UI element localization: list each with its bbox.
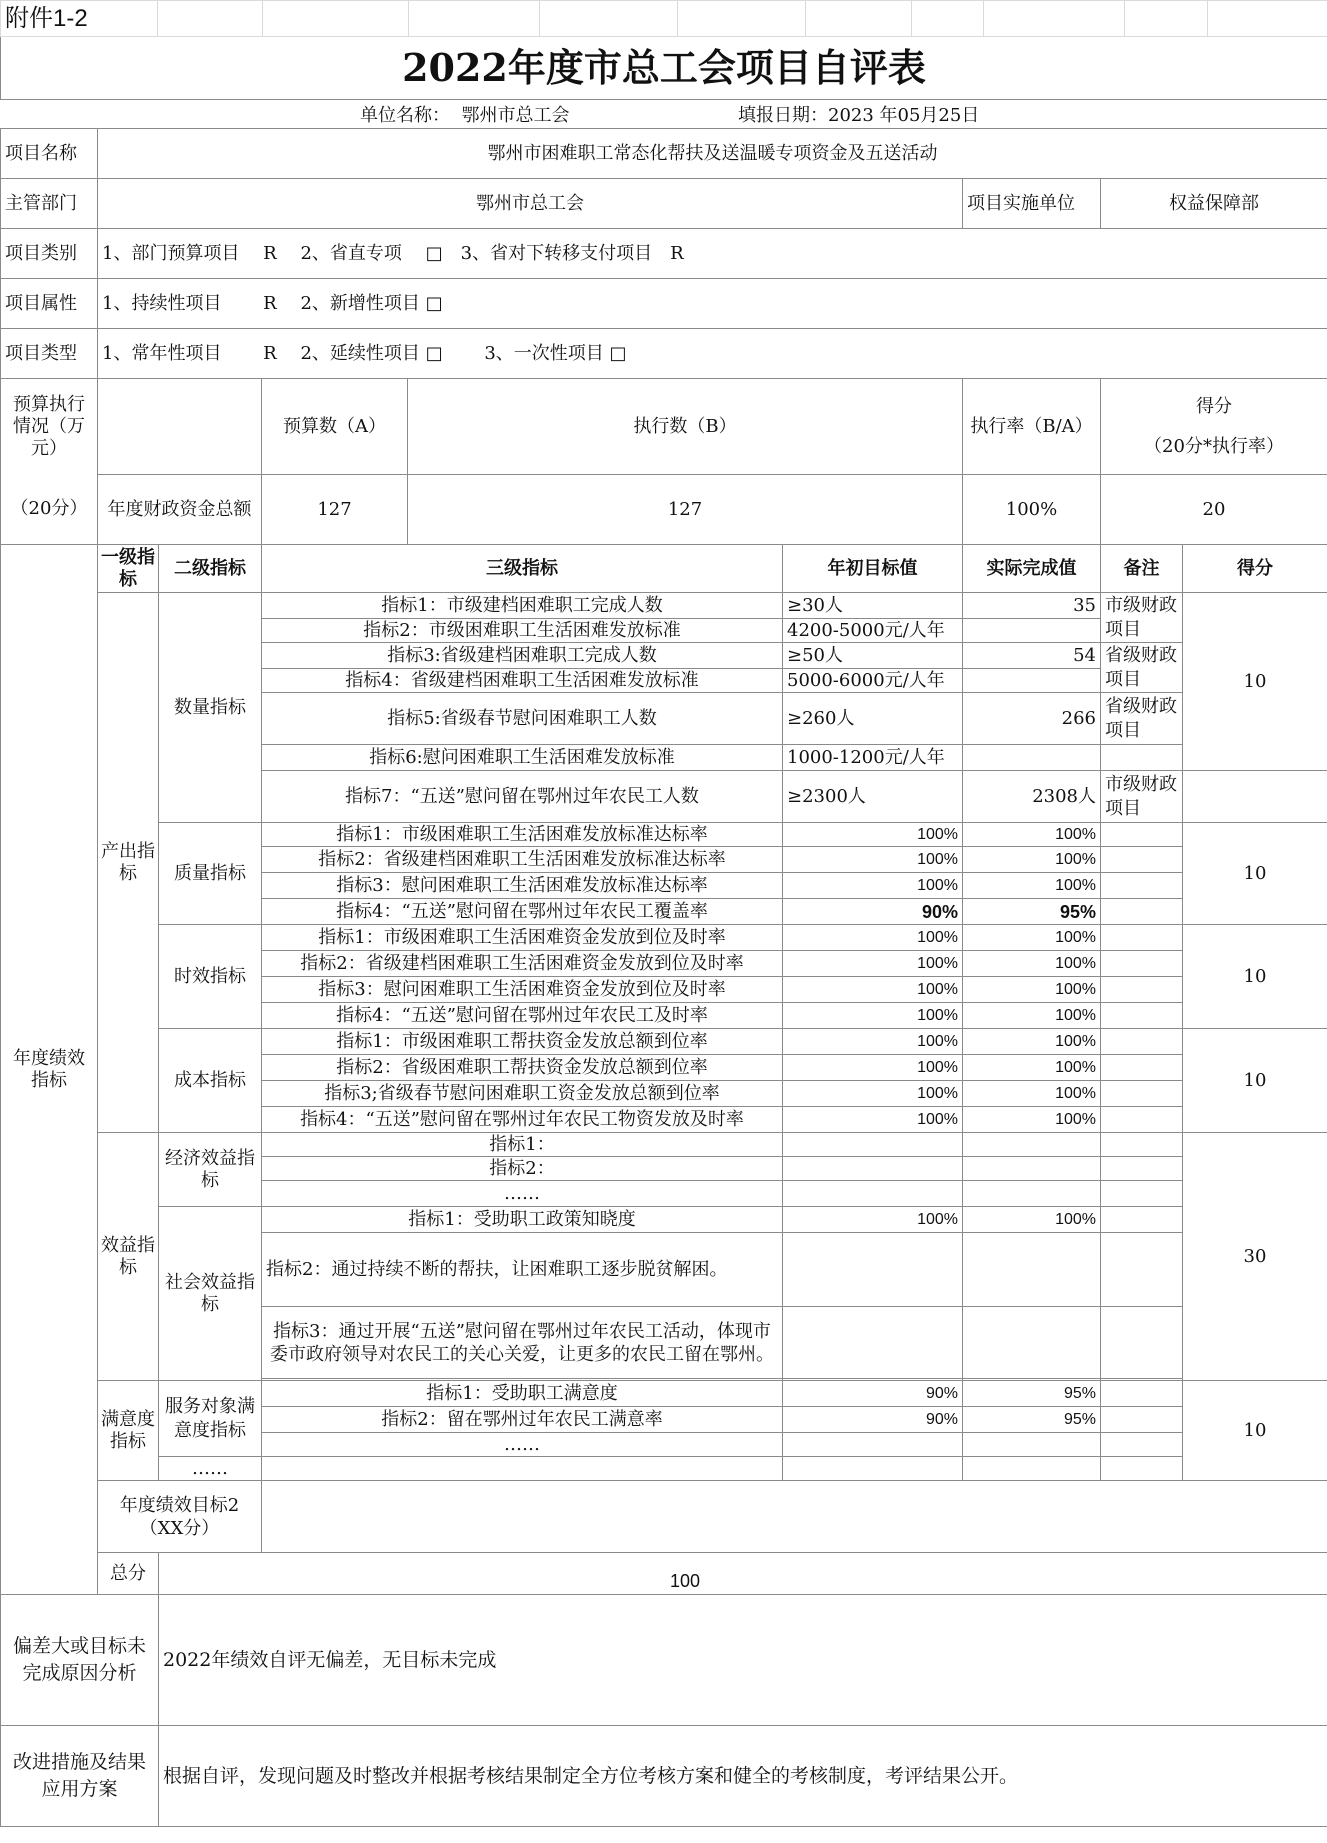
perf-section-label: 年度绩效指标 bbox=[1, 545, 98, 1595]
budget-col-a: 预算数（A） bbox=[262, 379, 408, 475]
quantity-actual bbox=[963, 669, 1101, 693]
satisfaction-actual: 95% bbox=[963, 1407, 1101, 1433]
budget-col-rate: 执行率（B/A） bbox=[963, 379, 1101, 475]
benefit-label: 效益指标 bbox=[98, 1133, 159, 1381]
quality-row: 指标4：“五送”慰问留在鄂州过年农民工覆盖率 bbox=[262, 899, 783, 925]
unit-value: 鄂州市总工会 bbox=[461, 105, 570, 126]
goal2-label: 年度绩效目标2（XX分） bbox=[98, 1481, 262, 1553]
quality-actual: 100% bbox=[963, 823, 1101, 847]
cost-actual: 100% bbox=[963, 1055, 1101, 1081]
timely-row: 指标2：省级建档困难职工生活困难资金发放到位及时率 bbox=[262, 951, 783, 977]
budget-row-label: 年度财政资金总额 bbox=[98, 475, 262, 545]
satisfaction-actual bbox=[963, 1433, 1101, 1457]
timely-target: 100% bbox=[783, 977, 963, 1003]
quality-target: 90% bbox=[783, 899, 963, 925]
satisfaction-actual: 95% bbox=[963, 1381, 1101, 1407]
quantity-row: 指标6:慰问困难职工生活困难发放标准 bbox=[262, 745, 783, 771]
perf-h-target: 年初目标值 bbox=[783, 545, 963, 593]
social-row: 指标1：受助职工政策知晓度 bbox=[262, 1207, 783, 1233]
improve-text: 根据自评，发现问题及时整改并根据考核结果制定全方位考核方案和健全的考核制度，考评结果公开。 bbox=[159, 1726, 1327, 1827]
perf-h1: 一级指标 bbox=[98, 545, 159, 593]
perf-h-note: 备注 bbox=[1101, 545, 1183, 593]
cost-actual: 100% bbox=[963, 1107, 1101, 1133]
perf-h2: 二级指标 bbox=[159, 545, 262, 593]
cost-actual: 100% bbox=[963, 1081, 1101, 1107]
quality-label: 质量指标 bbox=[159, 823, 262, 925]
page-title: 2022年度市总工会项目自评表 bbox=[1, 37, 1327, 100]
cost-target: 100% bbox=[783, 1107, 963, 1133]
date-value: 2023 年05月25日 bbox=[828, 105, 980, 126]
satisfaction-row: 指标1：受助职工满意度 bbox=[262, 1381, 783, 1407]
cost-target: 100% bbox=[783, 1081, 963, 1107]
quantity-note: 市级财政项目 bbox=[1101, 593, 1183, 643]
cost-actual: 100% bbox=[963, 1029, 1101, 1055]
deviation-label: 偏差大或目标未完成原因分析 bbox=[1, 1595, 159, 1726]
cost-target: 100% bbox=[783, 1055, 963, 1081]
budget-b: 127 bbox=[408, 475, 963, 545]
service-label: 服务对象满意度指标 bbox=[159, 1381, 262, 1457]
quantity-score: 10 bbox=[1183, 593, 1327, 771]
quality-row: 指标3：慰问困难职工生活困难发放标准达标率 bbox=[262, 873, 783, 899]
quantity-target: ≥30人 bbox=[783, 593, 963, 619]
timely-row: 指标3：慰问困难职工生活困难资金发放到位及时率 bbox=[262, 977, 783, 1003]
quantity-actual: 35 bbox=[963, 593, 1101, 619]
quality-row: 指标1：市级困难职工生活困难发放标准达标率 bbox=[262, 823, 783, 847]
unit-info bbox=[360, 101, 569, 127]
quantity-target: ≥50人 bbox=[783, 643, 963, 669]
attachment-label: 附件1-2 bbox=[1, 1, 158, 37]
timely-label: 时效指标 bbox=[159, 925, 262, 1029]
date-info bbox=[738, 101, 979, 127]
budget-score-title: 得分 bbox=[1196, 395, 1232, 417]
cost-row: 指标1：市级困难职工帮扶资金发放总额到位率 bbox=[262, 1029, 783, 1055]
attribute-options: 1、持续性项目 R 2、新增性项目 □ bbox=[98, 279, 1327, 329]
dept-value: 鄂州市总工会 bbox=[98, 179, 963, 229]
cost-row: 指标2：省级困难职工帮扶资金发放总额到位率 bbox=[262, 1055, 783, 1081]
timely-actual: 100% bbox=[963, 977, 1101, 1003]
satisfaction-row: …… bbox=[262, 1433, 783, 1457]
quantity-actual bbox=[963, 745, 1101, 771]
satisfaction-label: 满意度指标 bbox=[98, 1381, 159, 1481]
quantity-actual: 266 bbox=[963, 693, 1101, 745]
satisfaction-target: 90% bbox=[783, 1381, 963, 1407]
output-label: 产出指标 bbox=[98, 593, 159, 1133]
perf-h3: 三级指标 bbox=[262, 545, 783, 593]
unit-label: 单位名称： bbox=[360, 105, 450, 126]
project-name: 鄂州市困难职工常态化帮扶及送温暖专项资金及五送活动 bbox=[98, 129, 1327, 179]
quantity-row: 指标5:省级春节慰问困难职工人数 bbox=[262, 693, 783, 745]
perf-h-score: 得分 bbox=[1183, 545, 1327, 593]
quantity-target: 5000-6000元/人年 bbox=[783, 669, 963, 693]
quantity-actual: 2308人 bbox=[963, 771, 1101, 823]
satisfaction-score: 10 bbox=[1183, 1381, 1327, 1481]
quality-target: 100% bbox=[783, 847, 963, 873]
deviation-text: 2022年绩效自评无偏差，无目标未完成 bbox=[159, 1595, 1327, 1726]
satisfaction-target bbox=[783, 1433, 963, 1457]
quantity-row: 指标1：市级建档困难职工完成人数 bbox=[262, 593, 783, 619]
budget-col-score bbox=[1101, 379, 1327, 475]
quality-score: 10 bbox=[1183, 823, 1327, 925]
satisfaction-target: 90% bbox=[783, 1407, 963, 1433]
total-label: 总分 bbox=[98, 1553, 159, 1595]
header-table bbox=[0, 0, 1327, 100]
timely-score: 10 bbox=[1183, 925, 1327, 1029]
econ-label: 经济效益指标 bbox=[159, 1133, 262, 1207]
cost-row: 指标4：“五送”慰问留在鄂州过年农民工物资发放及时率 bbox=[262, 1107, 783, 1133]
category-options: 1、部门预算项目 R 2、省直专项 □ 3、省对下转移支付项目 R bbox=[98, 229, 1327, 279]
quantity-row: 指标2：市级困难职工生活困难发放标准 bbox=[262, 619, 783, 643]
social-actual: 100% bbox=[963, 1207, 1101, 1233]
cost-score: 10 bbox=[1183, 1029, 1327, 1133]
quantity-target: 4200-5000元/人年 bbox=[783, 619, 963, 643]
econ-row: 指标1： bbox=[262, 1133, 783, 1157]
type-label: 项目类型 bbox=[1, 329, 98, 379]
quantity-actual: 54 bbox=[963, 643, 1101, 669]
project-name-label: 项目名称 bbox=[1, 129, 98, 179]
benefit-score: 30 bbox=[1183, 1133, 1327, 1381]
budget-score-formula: （20分*执行率） bbox=[1144, 435, 1284, 457]
social-target: 100% bbox=[783, 1207, 963, 1233]
attribute-label: 项目属性 bbox=[1, 279, 98, 329]
quality-target: 100% bbox=[783, 873, 963, 899]
cost-label: 成本指标 bbox=[159, 1029, 262, 1133]
quality-actual: 100% bbox=[963, 847, 1101, 873]
timely-target: 100% bbox=[783, 951, 963, 977]
budget-rate: 100% bbox=[963, 475, 1101, 545]
quality-actual: 100% bbox=[963, 873, 1101, 899]
quantity-row: 指标4：省级建档困难职工生活困难发放标准 bbox=[262, 669, 783, 693]
quantity-target: ≥2300人 bbox=[783, 771, 963, 823]
social-row: 指标2：通过持续不断的帮扶，让困难职工逐步脱贫解困。 bbox=[262, 1233, 783, 1307]
perf-h-actual: 实际完成值 bbox=[963, 545, 1101, 593]
improve-label: 改进措施及结果应用方案 bbox=[1, 1726, 159, 1827]
type-options: 1、常年性项目 R 2、延续性项目 □ 3、一次性项目 □ bbox=[98, 329, 1327, 379]
quantity-actual bbox=[963, 619, 1101, 643]
timely-actual: 100% bbox=[963, 951, 1101, 977]
quality-actual: 95% bbox=[963, 899, 1101, 925]
econ-row: …… bbox=[262, 1181, 783, 1207]
total-value: 100 bbox=[159, 1553, 1327, 1595]
impl-value: 权益保障部 bbox=[1101, 179, 1327, 229]
social-label: 社会效益指标 bbox=[159, 1207, 262, 1381]
timely-target: 100% bbox=[783, 925, 963, 951]
quantity-target: ≥260人 bbox=[783, 693, 963, 745]
budget-label: 预算执行情况（万元） bbox=[1, 379, 98, 475]
econ-row: 指标2： bbox=[262, 1157, 783, 1181]
dept-label: 主管部门 bbox=[1, 179, 98, 229]
timely-row: 指标4：“五送”慰问留在鄂州过年农民工及时率 bbox=[262, 1003, 783, 1029]
budget-a: 127 bbox=[262, 475, 408, 545]
quantity-row: 指标7：“五送”慰问留在鄂州过年农民工人数 bbox=[262, 771, 783, 823]
quality-target: 100% bbox=[783, 823, 963, 847]
budget-weight: （20分） bbox=[1, 475, 98, 545]
cost-row: 指标3;省级春节慰问困难职工资金发放总额到位率 bbox=[262, 1081, 783, 1107]
quantity-row: 指标3:省级建档困难职工完成人数 bbox=[262, 643, 783, 669]
quantity-target: 1000-1200元/人年 bbox=[783, 745, 963, 771]
social-row: 指标3：通过开展“五送”慰问留在鄂州过年农民工活动，体现市委市政府领导对农民工的关心关爱，让更多的农民工留在鄂州。 bbox=[262, 1307, 783, 1379]
quantity-note: 省级财政项目 bbox=[1101, 693, 1183, 745]
quantity-note: 省级财政项目 bbox=[1101, 643, 1183, 693]
timely-actual: 100% bbox=[963, 1003, 1101, 1029]
date-label: 填报日期： bbox=[738, 105, 828, 126]
quantity-label: 数量指标 bbox=[159, 593, 262, 823]
budget-score: 20 bbox=[1101, 475, 1327, 545]
satisfaction-more: …… bbox=[159, 1457, 262, 1481]
satisfaction-row: 指标2：留在鄂州过年农民工满意率 bbox=[262, 1407, 783, 1433]
timely-target: 100% bbox=[783, 1003, 963, 1029]
category-label: 项目类别 bbox=[1, 229, 98, 279]
timely-row: 指标1：市级困难职工生活困难资金发放到位及时率 bbox=[262, 925, 783, 951]
cost-target: 100% bbox=[783, 1029, 963, 1055]
impl-label: 项目实施单位 bbox=[963, 179, 1101, 229]
main-table bbox=[0, 128, 1327, 1827]
timely-actual: 100% bbox=[963, 925, 1101, 951]
quantity-note: 市级财政项目 bbox=[1101, 771, 1183, 823]
budget-col-b: 执行数（B） bbox=[408, 379, 963, 475]
quality-row: 指标2：省级建档困难职工生活困难发放标准达标率 bbox=[262, 847, 783, 873]
